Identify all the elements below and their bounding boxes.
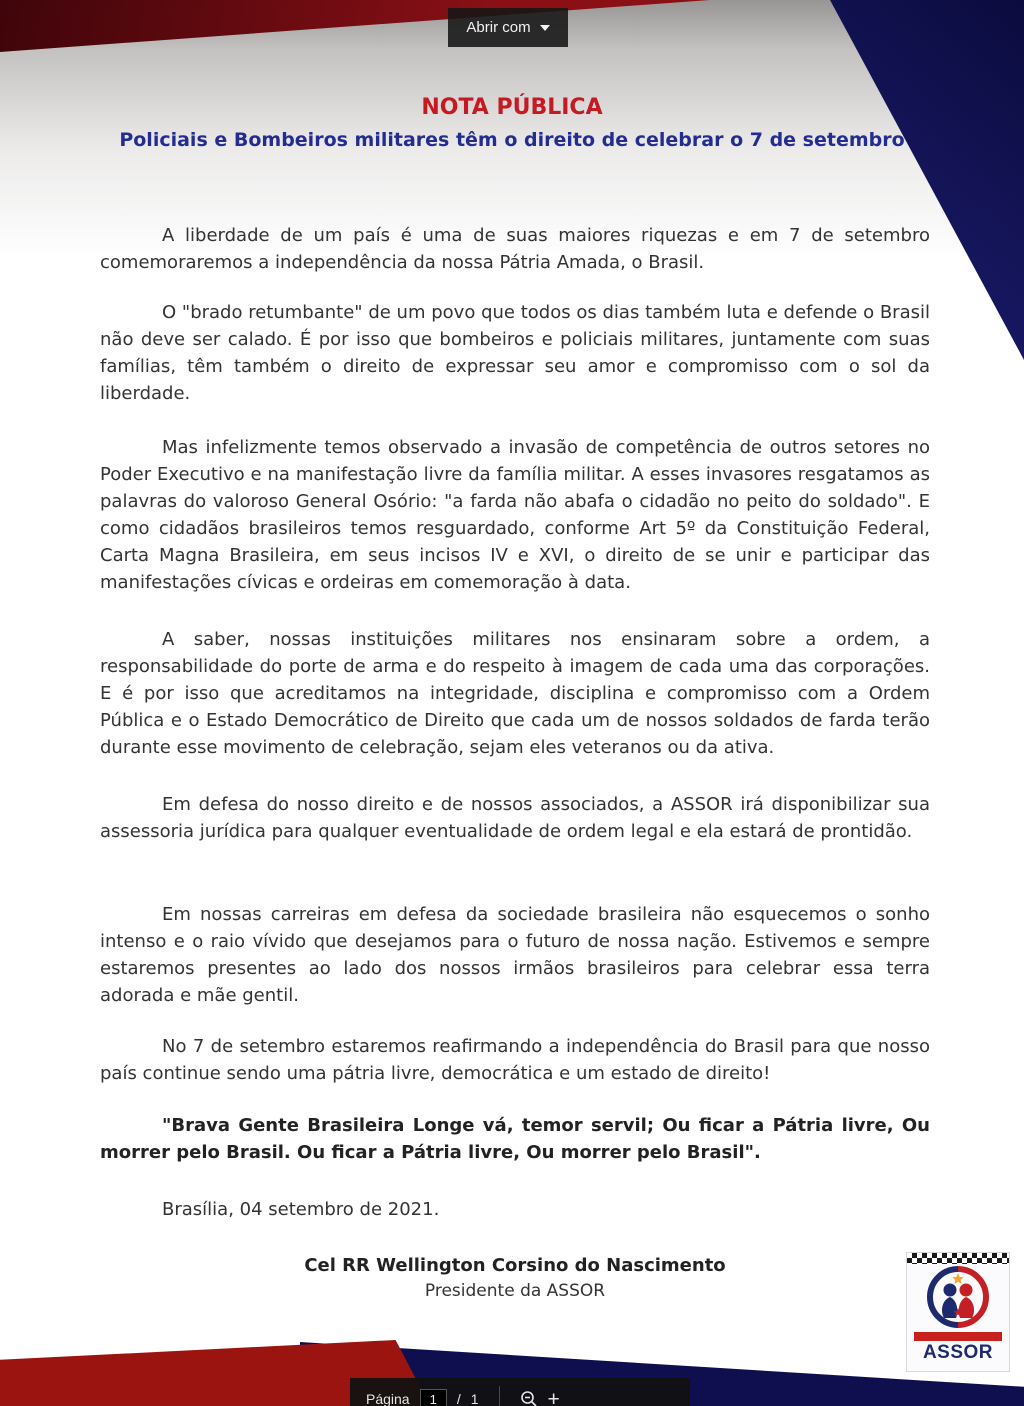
closing-quote: "Brava Gente Brasileira Longe vá, temor servil; Ou ficar a Pátria livre, Ou morrer pelo Brasil. Ou ficar a Pátria livre, Ou morrer pelo Brasil". bbox=[100, 1115, 930, 1163]
zoom-out-button[interactable] bbox=[520, 1390, 538, 1406]
toolbar-divider bbox=[499, 1386, 500, 1406]
paragraph-2: O "brado retumbante" de um povo que todos os dias também luta e defende o Brasil não deve ser calado. É por isso que bombeiros e policiais militares, juntamente com suas famílias, têm também o direito de expressar seu amor e compromisso com o sol da liberdade. bbox=[100, 302, 930, 404]
page-toolbar bbox=[350, 1378, 690, 1406]
paragraph-7: No 7 de setembro estaremos reafirmando a independência do Brasil para que nosso país continue sendo uma pátria livre, democrática e um estado de direito! bbox=[100, 1036, 930, 1084]
signature-name: Cel RR Wellington Corsino do Nascimento bbox=[304, 1255, 726, 1276]
page-label: Página bbox=[366, 1391, 410, 1406]
logo-red-bar bbox=[914, 1332, 1002, 1341]
document-subtitle: Policiais e Bombeiros militares têm o direito de celebrar o 7 de setembro bbox=[119, 129, 905, 151]
paragraph-1: A liberdade de um país é uma de suas maiores riquezas e em 7 de setembro comemoraremos a independência da nossa Pátria Amada, o Brasil. bbox=[100, 225, 930, 273]
document-title: NOTA PÚBLICA bbox=[421, 95, 603, 120]
signature-block bbox=[100, 1255, 930, 1301]
page-total: 1 bbox=[470, 1391, 479, 1406]
open-with-label: Abrir com bbox=[466, 19, 531, 36]
logo-text: ASSOR bbox=[922, 1342, 994, 1363]
zoom-in-button[interactable]: + bbox=[548, 1389, 560, 1406]
page-separator: / bbox=[456, 1391, 461, 1406]
zoom-out-icon bbox=[520, 1390, 538, 1406]
paragraph-5: Em defesa do nosso direito e de nossos associados, a ASSOR irá disponibilizar sua assessoria jurídica para qualquer eventualidade de ordem legal e ela estará de prontidão. bbox=[100, 794, 930, 842]
open-with-button[interactable] bbox=[448, 8, 568, 47]
signature-role: Presidente da ASSOR bbox=[424, 1281, 606, 1301]
date-line: Brasília, 04 setembro de 2021. bbox=[162, 1199, 440, 1220]
paragraph-6: Em nossas carreiras em defesa da sociedade brasileira não esquecemos o sonho intenso e o raio vívido que desejamos para o futuro de nossa nação. Estivemos e sempre estaremos presentes ao lado dos nossos irmãos brasileiros para celebrar essa terra adorada e mãe gentil. bbox=[100, 904, 930, 1006]
assor-emblem-icon bbox=[925, 1264, 991, 1330]
page-number-input[interactable]: 1 bbox=[420, 1389, 447, 1406]
checker-pattern bbox=[907, 1253, 1009, 1264]
paragraph-4: A saber, nossas instituições militares nos ensinaram sobre a ordem, a responsabilidade do porte de arma e do respeito à imagem de cada uma das corporações. E é por isso que acreditamos na integridade, disciplina e compromisso com a Ordem Pública e o Estado Democrático de Direito que cada um de nossos soldados de farda terão durante esse movimento de celebração, sejam eles veteranos ou da ativa. bbox=[100, 629, 930, 758]
top-left-red-decoration bbox=[0, 0, 710, 52]
chevron-down-icon bbox=[540, 25, 550, 31]
paragraph-3: Mas infelizmente temos observado a invasão de competência de outros setores no Poder Executivo e na manifestação livre da família militar. A esses invasores resgatamos as palavras do valoroso General Osório: "a farda não abafa o cidadão no peito do soldado". E como cidadãos brasileiros temos resguardado, conforme Art 5º da Constituição Federal, Carta Magna Brasileira, em seus incisos IV e XVI, o direito de se unir e participar das manifestações cívicas e ordeiras em comemoração à data. bbox=[100, 437, 930, 593]
assor-logo bbox=[906, 1252, 1010, 1372]
